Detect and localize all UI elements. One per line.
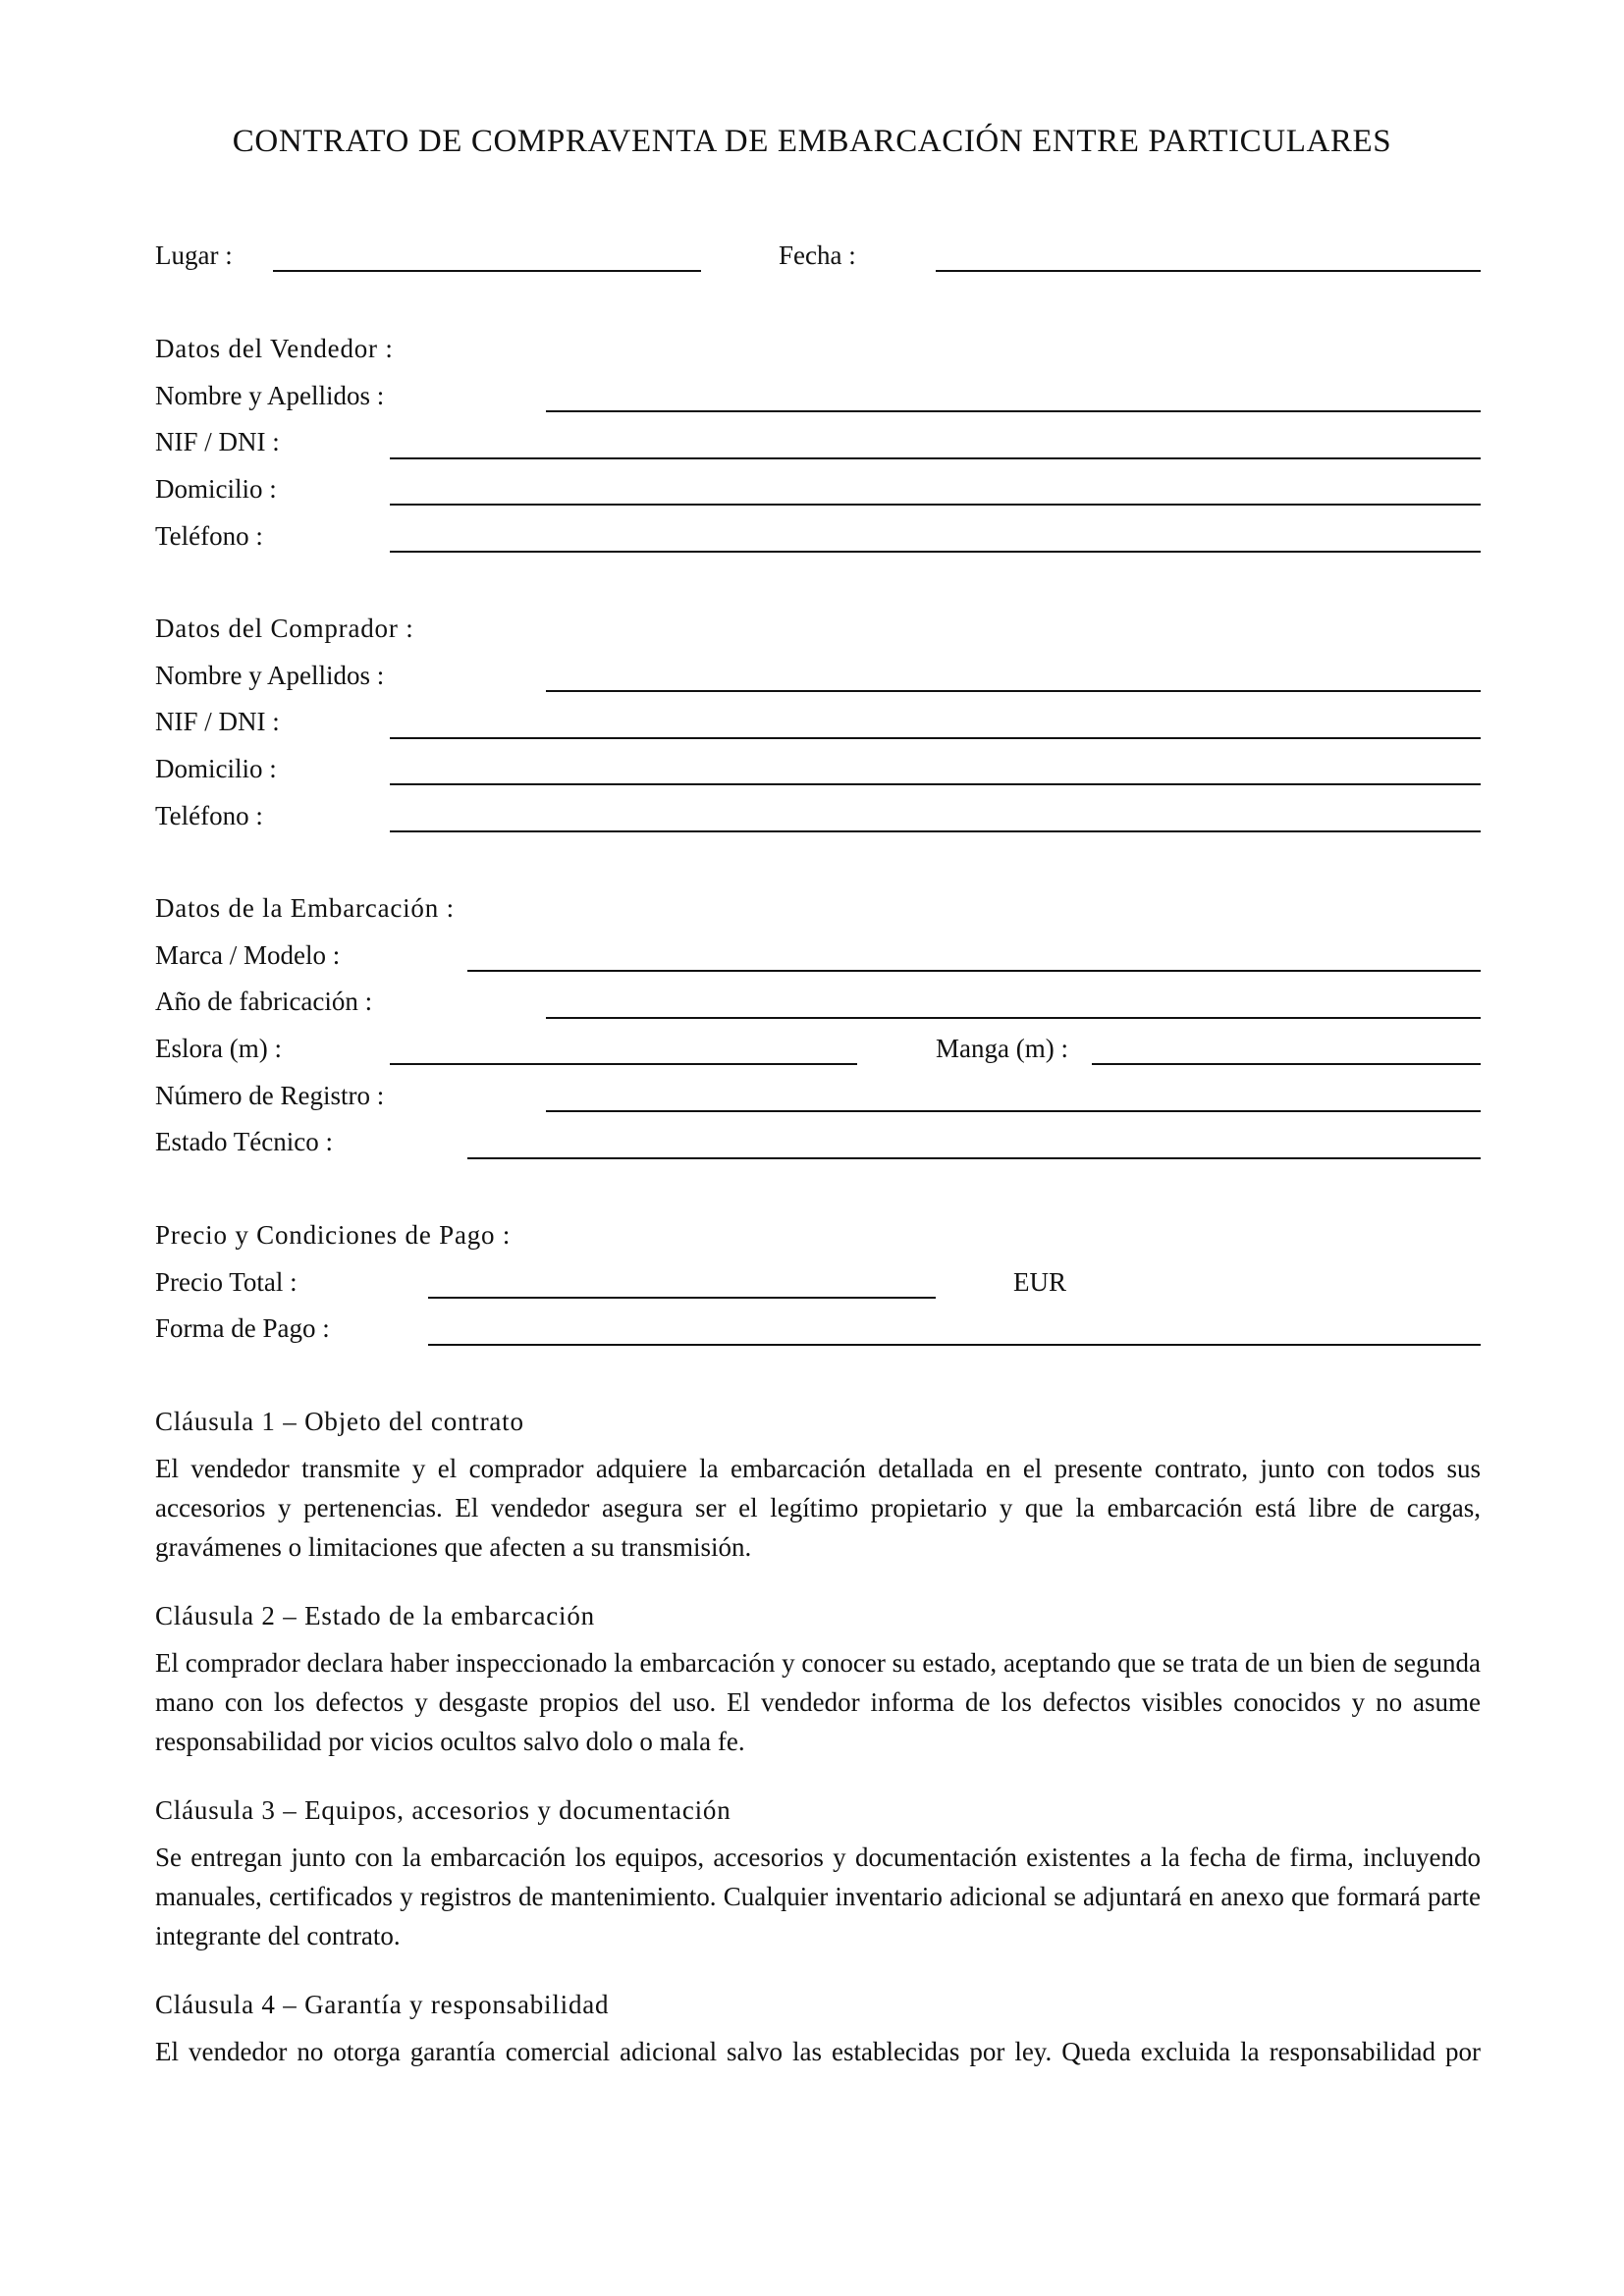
manga-field[interactable] — [1092, 1063, 1481, 1065]
fecha-label: Fecha : — [779, 240, 856, 270]
vendedor-nif-label: NIF / DNI : — [155, 427, 280, 456]
vendedor-domicilio-label: Domicilio : — [155, 474, 277, 504]
clausula-1-title: Cláusula 1 – Objeto del contrato — [155, 1407, 524, 1436]
forma-pago-label: Forma de Pago : — [155, 1313, 330, 1343]
comprador-telefono-label: Teléfono : — [155, 801, 263, 830]
vendedor-nombre-label: Nombre y Apellidos : — [155, 381, 385, 410]
lugar-field[interactable] — [273, 270, 701, 272]
comprador-nombre-label: Nombre y Apellidos : — [155, 661, 385, 690]
comprador-domicilio-label: Domicilio : — [155, 754, 277, 783]
vendedor-heading: Datos del Vendedor : — [155, 334, 394, 363]
vendedor-domicilio-field[interactable] — [390, 504, 1481, 506]
manga-label: Manga (m) : — [936, 1034, 1068, 1063]
comprador-telefono-field[interactable] — [390, 830, 1481, 832]
forma-pago-field[interactable] — [428, 1344, 1481, 1346]
marca-label: Marca / Modelo : — [155, 940, 341, 970]
estado-field[interactable] — [467, 1157, 1481, 1159]
fecha-field[interactable] — [936, 270, 1481, 272]
embarcacion-heading: Datos de la Embarcación : — [155, 893, 455, 923]
anio-label: Año de fabricación : — [155, 987, 373, 1016]
registro-field[interactable] — [546, 1110, 1481, 1112]
document-title: CONTRATO DE COMPRAVENTA DE EMBARCACIÓN ENTRE PARTICULARES — [232, 124, 1392, 159]
clausula-2-title: Cláusula 2 – Estado de la embarcación — [155, 1601, 595, 1630]
clausula-4-text: El vendedor no otorga garantía comercial adicional salvo las establecidas por ley. Queda excluida la responsabilidad por — [155, 2037, 1481, 2066]
marca-field[interactable] — [467, 970, 1481, 972]
precio-field[interactable] — [428, 1297, 936, 1299]
anio-field[interactable] — [546, 1017, 1481, 1019]
comprador-nombre-field[interactable] — [546, 690, 1481, 692]
vendedor-nombre-field[interactable] — [546, 410, 1481, 412]
precio-label: Precio Total : — [155, 1267, 298, 1297]
clausula-4-title: Cláusula 4 – Garantía y responsabilidad — [155, 1990, 610, 2019]
comprador-heading: Datos del Comprador : — [155, 614, 414, 643]
eslora-field[interactable] — [390, 1063, 857, 1065]
eslora-label: Eslora (m) : — [155, 1034, 282, 1063]
currency-label: EUR — [1013, 1267, 1066, 1297]
clausula-3-title: Cláusula 3 – Equipos, accesorios y documentación — [155, 1795, 731, 1825]
clausula-3-text: Se entregan junto con la embarcación los equipos, accesorios y documentación existentes a la fecha de firma, incluyendo manuales, certificados y registros de mantenimiento. Cualquier inventario adicional se adjuntará en anexo que formará parte integrante del contrato. — [155, 1842, 1481, 1950]
vendedor-telefono-label: Teléfono : — [155, 521, 263, 551]
estado-label: Estado Técnico : — [155, 1127, 333, 1156]
lugar-label: Lugar : — [155, 240, 233, 270]
registro-label: Número de Registro : — [155, 1081, 385, 1110]
vendedor-telefono-field[interactable] — [390, 551, 1481, 553]
clausula-2-text: El comprador declara haber inspeccionado la embarcación y conocer su estado, aceptando que se trata de un bien de segunda mano con los defectos y desgaste propios del uso. El vendedor informa de los defectos visibles conocidos y no asume responsabilidad por vicios ocultos salvo dolo o mala fe. — [155, 1648, 1481, 1756]
pago-heading: Precio y Condiciones de Pago : — [155, 1220, 512, 1250]
comprador-domicilio-field[interactable] — [390, 783, 1481, 785]
comprador-nif-field[interactable] — [390, 737, 1481, 739]
vendedor-nif-field[interactable] — [390, 457, 1481, 459]
comprador-nif-label: NIF / DNI : — [155, 707, 280, 736]
clausula-1-text: El vendedor transmite y el comprador adquiere la embarcación detallada en el presente contrato, junto con todos sus accesorios y pertenencias. El vendedor asegura ser el legítimo propietario y que la embarcación está libre de cargas, gravámenes o limitaciones que afecten a su transmisión. — [155, 1454, 1481, 1562]
